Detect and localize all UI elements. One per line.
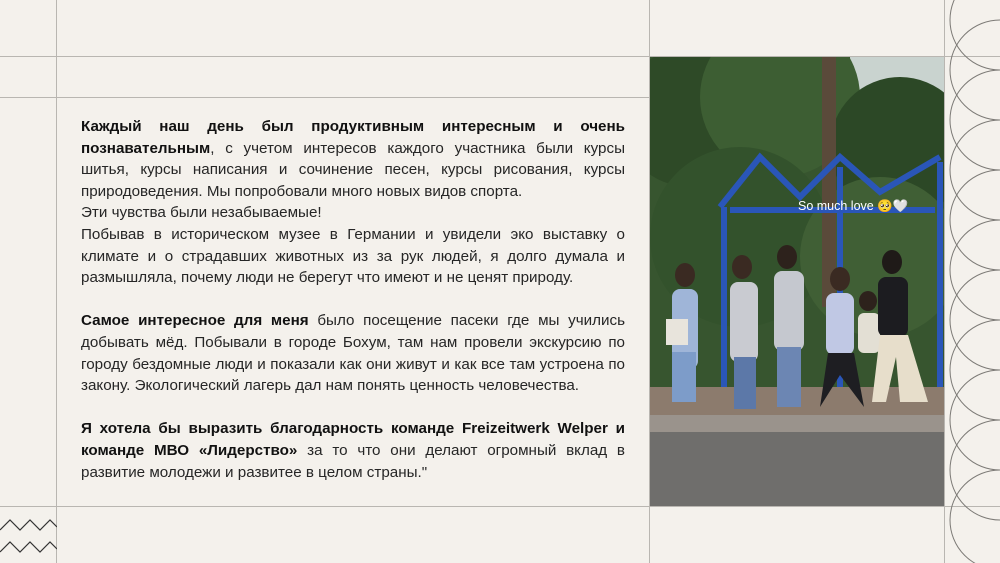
paragraph-1-line-2: Эти чувства были незабываемые! [81,204,322,222]
grid-line-left [56,0,57,563]
paragraph-3 [81,418,625,483]
grid-line-bottom [0,506,1000,507]
group-photo [650,57,944,506]
grid-line-upper [0,97,650,98]
paragraph-2-body: было посещение пасеки где мы учились добывать мёд. Побывали в городе Бохум, там нам провели экскурсию по городу бездомные люди и показали как они живут и как все там устроена по закону. Экологический лагерь дал нам понять ценность человечества. [81,312,625,395]
decorative-zigzag [0,512,57,563]
main-text-block [81,116,625,483]
paragraph-1-body: , с учетом интересов каждого участника были курсы шитья, курсы написания и сочинение песен, курсы рисования, курсы природоведения. Мы попробовали много новых видов спорта. [81,139,625,200]
paragraph-1-line-3: Побывав в историческом музее в Германии и увидели эко выставку о климате и о страдавших животных из за рук людей, я долго думала и размышляла, почему люди не берегут что имеют и не ценят природу. [81,225,625,287]
paragraph-3-bold: Я хотела бы выразить благодарность команде Freizeitwerk Welper и команде МВО «Лидерство» [81,420,625,459]
paragraph-2-bold: Самое интересное для меня [81,312,309,330]
group-photo-illustration [650,57,944,506]
decorative-arcs [944,0,1000,563]
paragraph-1-bold: Каждый наш день был продуктивным интересным и очень познавательным [81,118,625,157]
paragraph-2 [81,310,625,396]
paragraph-1 [81,116,625,202]
paragraph-3-body: за то что они делают огромный вклад в развитие молодежи и развитее в целом страны." [81,441,626,481]
photo-caption: So much love 🥺🤍 [798,199,909,213]
